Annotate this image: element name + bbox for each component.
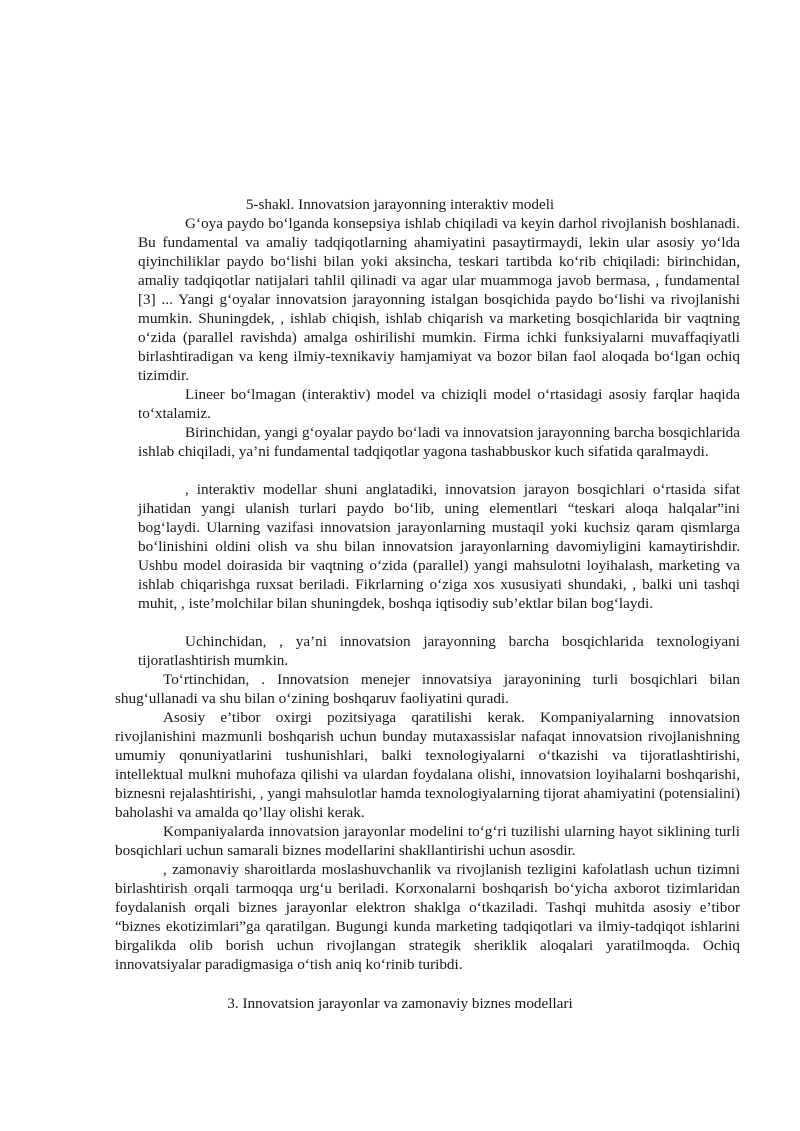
paragraph-model-differences: Lineer bo‘lmagan (interaktiv) model va chiziqli model o‘rtasidagi asosiy farqlar haqida to‘xtalamiz. — [138, 386, 740, 422]
paragraph-process-model: Kompaniyalarda innovatsion jarayonlar modelini to‘g‘ri tuzilishi ularning hayot siklining turli bosqichlari uchun samarali biznes modellarini shakllantirishi uchun asosdir. — [115, 823, 740, 859]
paragraph-main-focus: Asosiy e’tibor oxirgi pozitsiyaga qaratilishi kerak. Kompaniyalarning innovatsion rivojlanishini mazmunli boshqarish uchun bunday mutaxassislar nafaqat innovatsion rivojlanishning umumiy qonuniyatlarini tushunishlari, balki texnologiyalarni o‘tkazishi va tijoratlashtirishi, intellektual mulkni muhofaza qilishi va ulardan foydalana olishi, innovatsion loyihalarni boshqarishi, biznesni rejalashtirishi, , yangi mahsulotlar hamda texnologiyalarning tijorat ahamiyatini (potensialini) baholashi va amalda qo’llay olishi kerak. — [115, 709, 740, 821]
paragraph-third-point: Uchinchidan, , ya’ni innovatsion jarayonning barcha bosqichlarida texnologiyani tijoratlashtirish mumkin. — [138, 633, 740, 669]
paragraph-second-point: , interaktiv modellar shuni anglatadiki, innovatsion jarayon bosqichlari o‘rtasida sifat jihatidan yangi ulanish turlari paydo bo‘lib, uning elementlari “teskari aloqa halqalar”ini bog‘laydi. Ularning vazifasi innovatsion jarayonlarning mustaqil yoki kuchsiz qaram qismlarga bo‘linishini oldini olish va shu bilan innovatsion jarayonlarning davomiyligini kamaytirishdir. Ushbu model doirasida bir vaqtning o‘zida (parallel) yangi mahsulotni loyihalash, marketing va ishlab chiqarishga ruxsat beriladi. Fikrlarning o‘ziga xos xususiyati shundaki, , balki uni tashqi muhit, , iste’molchilar bilan shuningdek, boshqa iqtisodiy sub’ektlar bilan bog‘laydi. — [138, 481, 740, 612]
paragraph-fourth-point: To‘rtinchidan, . Innovatsion menejer innovatsiya jarayonining turli bosqichlari bilan shug‘ullanadi va shu bilan o‘zining boshqaruv faoliyatini quradi. — [115, 671, 740, 707]
paragraph-concept-development: G‘oya paydo bo‘lganda konsepsiya ishlab chiqiladi va keyin darhol rivojlanish boshlanadi. Bu fundamental va amaliy tadqiqotlarning ahamiyatini pasaytirmaydi, lekin ular asosiy yo‘lda qiyinchiliklar paydo bo‘lishi bilan yoki aksincha, teskari tartibda ko‘rib chiqiladi: birinchidan, amaliy tadqiqotlar natijalari tahlil qilinadi va agar ular muammoga javob bermasa, , fundamental [3] ... Yangi g‘oyalar innovatsion jarayonning istalgan bosqichida paydo bo‘lishi va rivojlanishi mumkin. Shuningdek, , ishlab chiqish, ishlab chiqarish va marketing bosqichlarida bir vaqtning o‘zida (parallel ravishda) amalga oshirilishi mumkin. Firma ichki funksiyalarni muvaffaqiyatli birlashtiradigan va keng ilmiy-texnikaviy hamjamiyat va bozor bilan faol aloqada bo‘lgan ochiq tizimdir. — [138, 215, 740, 384]
paragraph-modern-conditions: , zamonaviy sharoitlarda moslashuvchanlik va rivojlanish tezligini kafolatlash uchun tizimni birlashtirish orqali tarmoqqa urg‘u beriladi. Korxonalarni boshqarish bo‘yicha axborot tizimlaridan foydalanish orqali biznes jarayonlar elektron shaklga o‘tkaziladi. Tashqi muhitda asosiy e’tibor “biznes ekotizimlari”ga qaratilgan. Bugungi kunda marketing tadqiqotlari va ilmiy-tadqiqot ishlarini birgalikda olib borish uchun rivojlangan strategik sheriklik aloqalari yaratilmoqda. Ochiq innovatsiyalar paradigmasiga o‘tish aniq ko‘rinib turibdi. — [115, 861, 740, 973]
figure-caption: 5-shakl. Innovatsion jarayonning interaktiv modeli — [245, 196, 555, 213]
paragraph-first-point: Birinchidan, yangi g‘oyalar paydo bo‘ladi va innovatsion jarayonning barcha bosqichlarida ishlab chiqiladi, ya’ni fundamental tadqiqotlar yagona tashabbuskor kuch sifatida qaralmaydi. — [138, 424, 740, 460]
section-heading: 3. Innovatsion jarayonlar va zamonaviy biznes modellari — [227, 995, 573, 1012]
